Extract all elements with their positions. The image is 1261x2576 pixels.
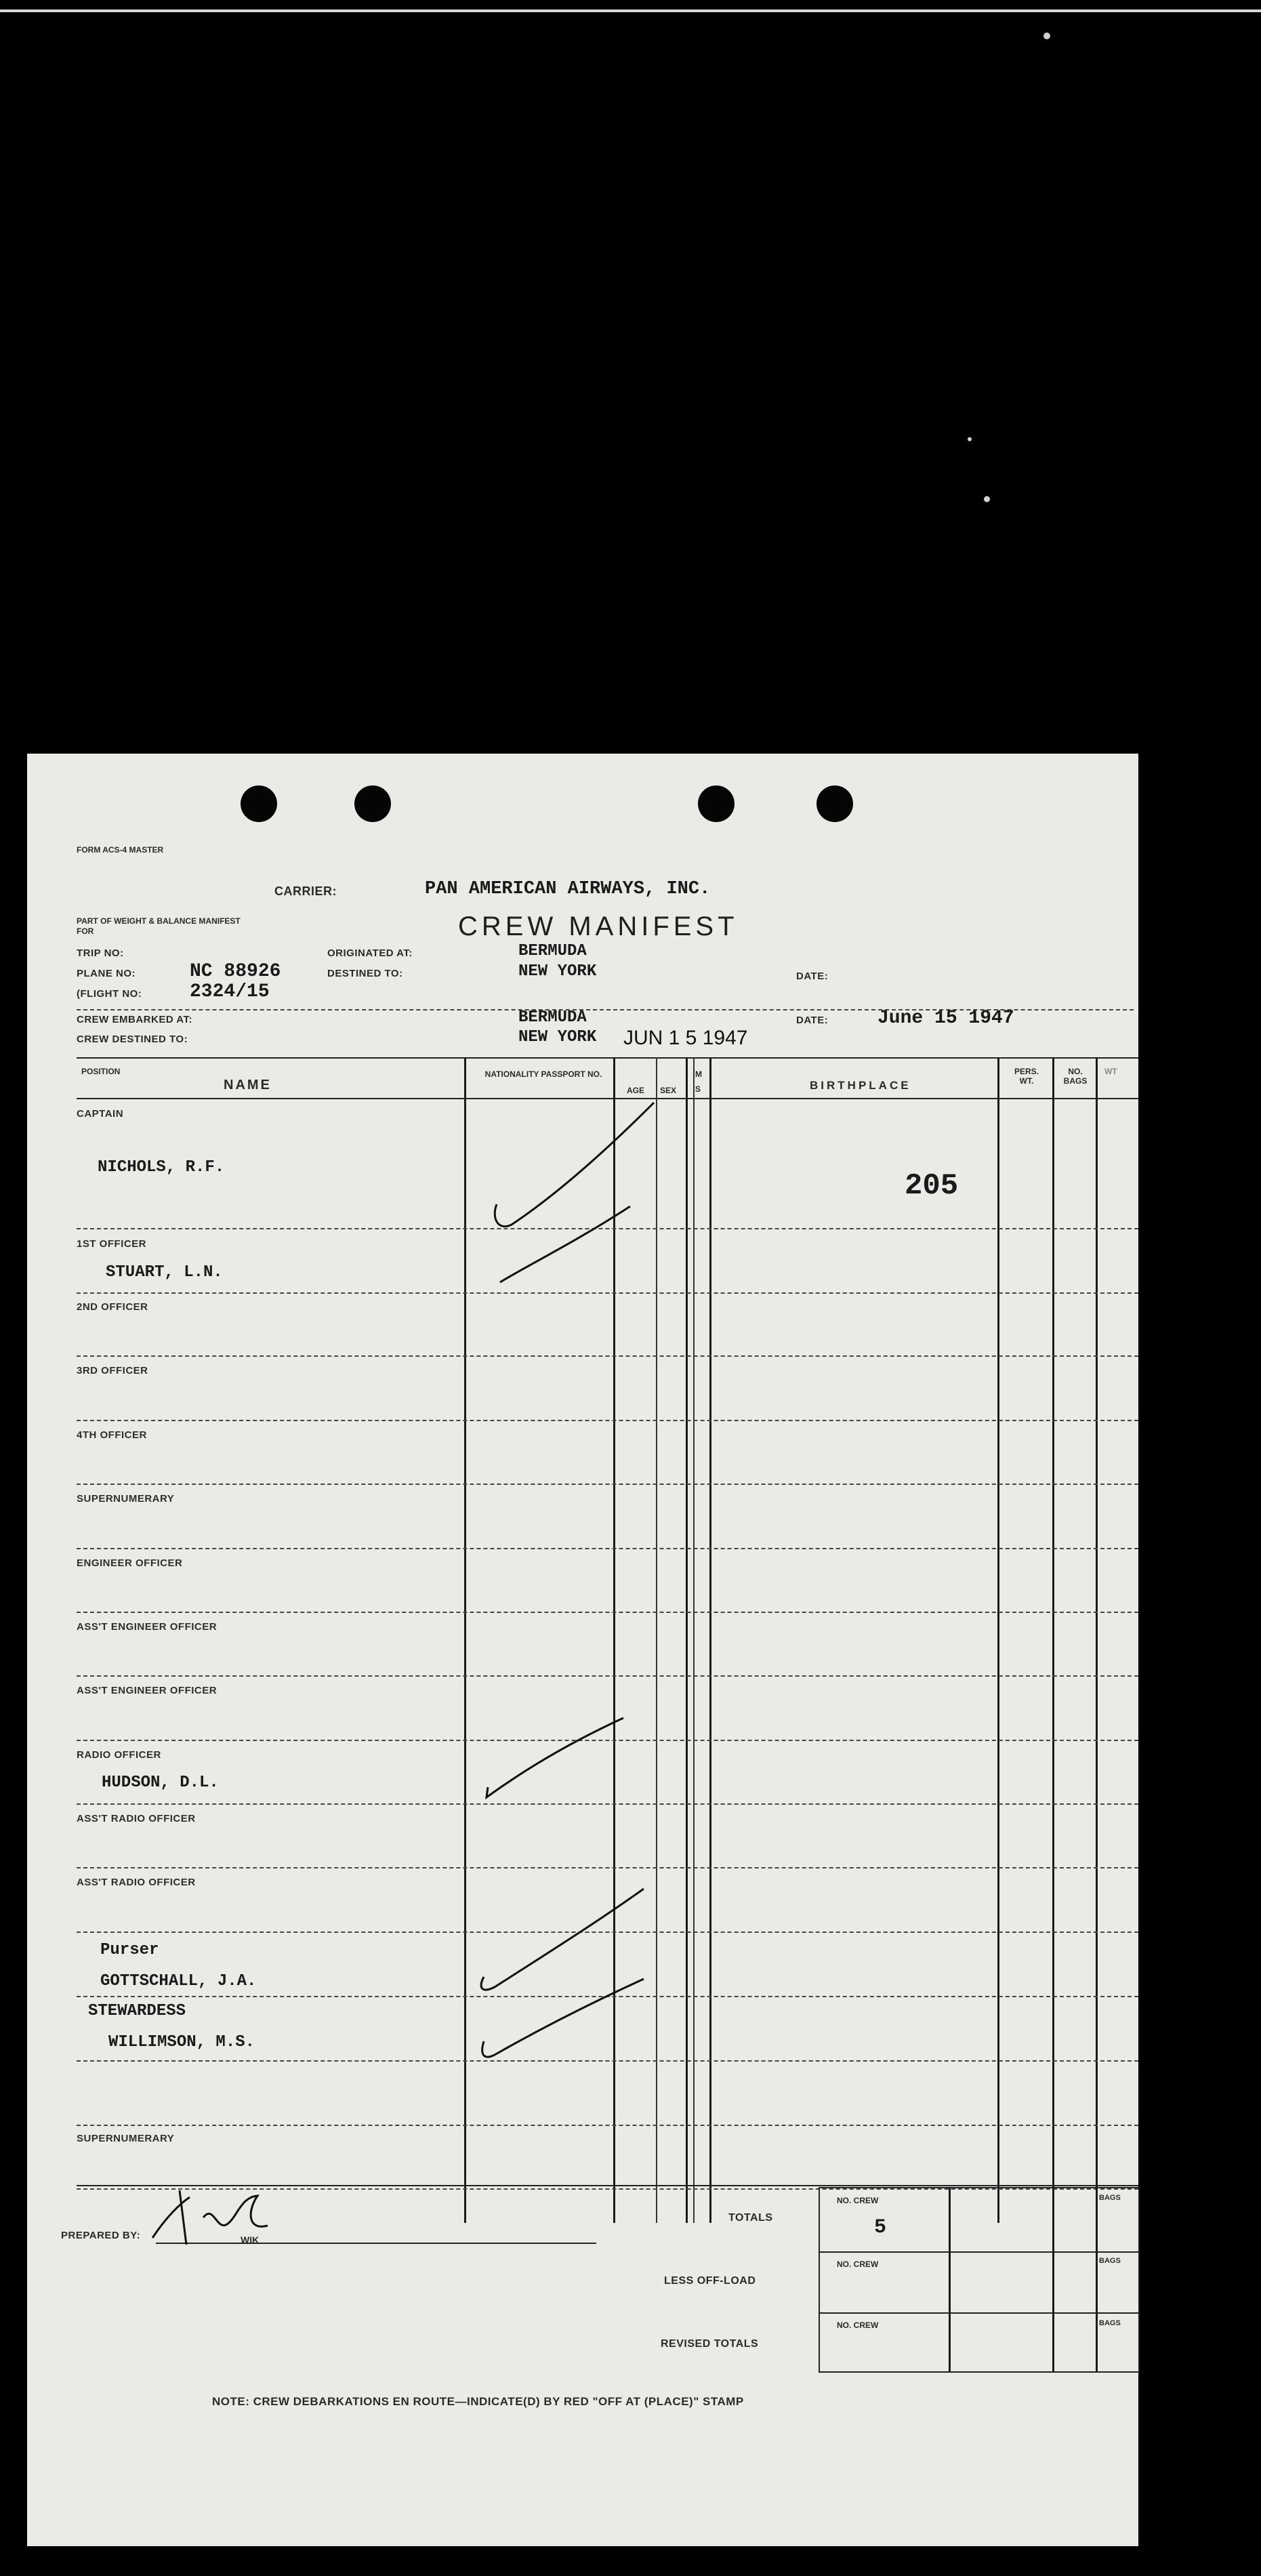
header-no-bags: NO. BAGS [1063,1067,1088,1086]
col-rule-bags [1096,1057,1098,2223]
col-rule-sex [686,1057,688,2223]
form-id: FORM ACS-4 MASTER [77,845,164,855]
row-position-label: RADIO OFFICER [77,1749,161,1761]
stewardess-label: STEWARDESS [88,2002,186,2020]
header-nationality: NATIONALITY PASSPORT NO. [484,1069,602,1079]
originated-label: ORIGINATED AT: [327,947,413,959]
date-label-2: DATE: [796,1015,829,1026]
plane-label: PLANE NO: [77,968,136,979]
purser-label: Purser [100,1941,159,1959]
destined-label: DESTINED TO: [327,968,403,979]
date-label-1: DATE: [796,970,829,982]
row-position-label: 3RD OFFICER [77,1365,148,1376]
row-divider [77,1675,1138,1677]
part-of-label: PART OF WEIGHT & BALANCE MANIFEST FOR [77,916,241,936]
header-name: NAME [224,1078,272,1092]
col-rule-pers-wt [1052,1057,1054,2223]
check-mark [495,1201,637,1296]
row-divider [77,1484,1138,1485]
header-position: POSITION [81,1067,121,1076]
no-crew-label: NO. CREW [837,2196,879,2205]
totals-row-rule [819,2312,1138,2314]
punch-hole [354,785,391,822]
table-top-rule [77,1057,1138,1059]
punch-hole [241,785,277,822]
row-position-label: SUPERNUMERARY [77,2133,175,2144]
totals-box [819,2187,1140,2373]
col-rule-name [464,1057,466,2223]
page-title: CREW MANIFEST [458,912,739,941]
row-divider [77,1355,1138,1357]
row-birthplace-value: 205 [905,1169,959,1203]
stewardess-name: WILLIMSON, M.S. [108,2033,255,2051]
row-position-label: SUPERNUMERARY [77,1493,175,1505]
scan-speck [968,437,972,441]
check-mark [474,1974,650,2068]
flight-value: 2324/15 [190,981,270,1002]
totals-label: TOTALS [728,2212,773,2224]
header-age: AGE [627,1086,645,1095]
header-ms: M S [695,1069,702,1094]
col-rule-sex-b [693,1057,695,2223]
handwritten-initials [139,2177,315,2258]
plane-value: NC 88926 [190,961,281,982]
crew-destined-value: NEW YORK [518,1028,597,1046]
totals-col-rule [949,2187,951,2371]
punch-hole [816,785,853,822]
carrier-label: CARRIER: [274,884,337,898]
row-position-label: CAPTAIN [77,1108,124,1120]
col-rule-ms [709,1057,711,2223]
flight-label: (FLIGHT NO: [77,988,142,1000]
row-divider [77,1420,1138,1421]
carrier-value: PAN AMERICAN AIRWAYS, INC. [425,879,711,899]
crew-destined-label: CREW DESTINED TO: [77,1034,188,1045]
totals-row-rule [819,2251,1138,2253]
bags-label: BAGS [1099,2319,1121,2327]
header-wt: WT [1104,1067,1117,1076]
totals-crew-value: 5 [874,2216,887,2239]
row-divider [77,1867,1138,1868]
prepared-initials: WIK [241,2234,260,2245]
row-crew-name: NICHOLS, R.F. [98,1158,225,1177]
less-offload-label: LESS OFF-LOAD [664,2275,756,2287]
scan-speck [984,496,990,502]
scan-speck [1043,33,1050,39]
scan-top-edge [0,9,1261,12]
row-crew-name: STUART, L.N. [106,1263,223,1282]
destined-value: NEW YORK [518,962,597,981]
bags-label: BAGS [1099,2194,1121,2202]
row-position-label: ASS'T ENGINEER OFFICER [77,1621,218,1633]
row-divider [77,1548,1138,1549]
no-crew-label: NO. CREW [837,2321,879,2330]
header-pers-wt: PERS. WT. [1014,1067,1039,1086]
revised-totals-label: REVISED TOTALS [661,2338,759,2350]
date-value: June 15 1947 [877,1008,1014,1029]
check-mark [474,1713,630,1807]
row-position-label: ASS'T RADIO OFFICER [77,1877,196,1888]
received-date-stamp: JUN 1 5 1947 [623,1027,748,1049]
totals-col-rule [1052,2187,1054,2371]
row-divider [77,1612,1138,1613]
col-rule-birthplace [997,1057,999,2223]
row-crew-name: HUDSON, D.L. [102,1774,219,1792]
originated-value: BERMUDA [518,942,587,960]
bags-label: BAGS [1099,2257,1121,2265]
prepared-label: PREPARED BY: [61,2230,141,2241]
purser-name: GOTTSCHALL, J.A. [100,1972,257,1990]
crew-manifest-page [27,754,1138,2546]
embarked-value: BERMUDA [518,1008,587,1027]
row-divider [77,2125,1138,2126]
row-position-label: 1ST OFFICER [77,1238,147,1250]
row-position-label: 4TH OFFICER [77,1429,147,1441]
row-position-label: ASS'T ENGINEER OFFICER [77,1685,218,1696]
row-position-label: ENGINEER OFFICER [77,1557,183,1569]
header-sex: SEX [660,1086,677,1095]
row-position-label: 2ND OFFICER [77,1301,148,1313]
embarked-label: CREW EMBARKED AT: [77,1014,192,1025]
footnote: NOTE: CREW DEBARKATIONS EN ROUTE—INDICATE(D) BY RED "OFF AT (PLACE)" STAMP [212,2395,744,2408]
punch-hole [698,785,735,822]
trip-label: TRIP NO: [77,947,124,959]
row-position-label: ASS'T RADIO OFFICER [77,1813,196,1824]
header-birthplace: BIRTHPLACE [810,1079,911,1092]
totals-col-rule [1096,2187,1098,2371]
no-crew-label: NO. CREW [837,2260,879,2269]
